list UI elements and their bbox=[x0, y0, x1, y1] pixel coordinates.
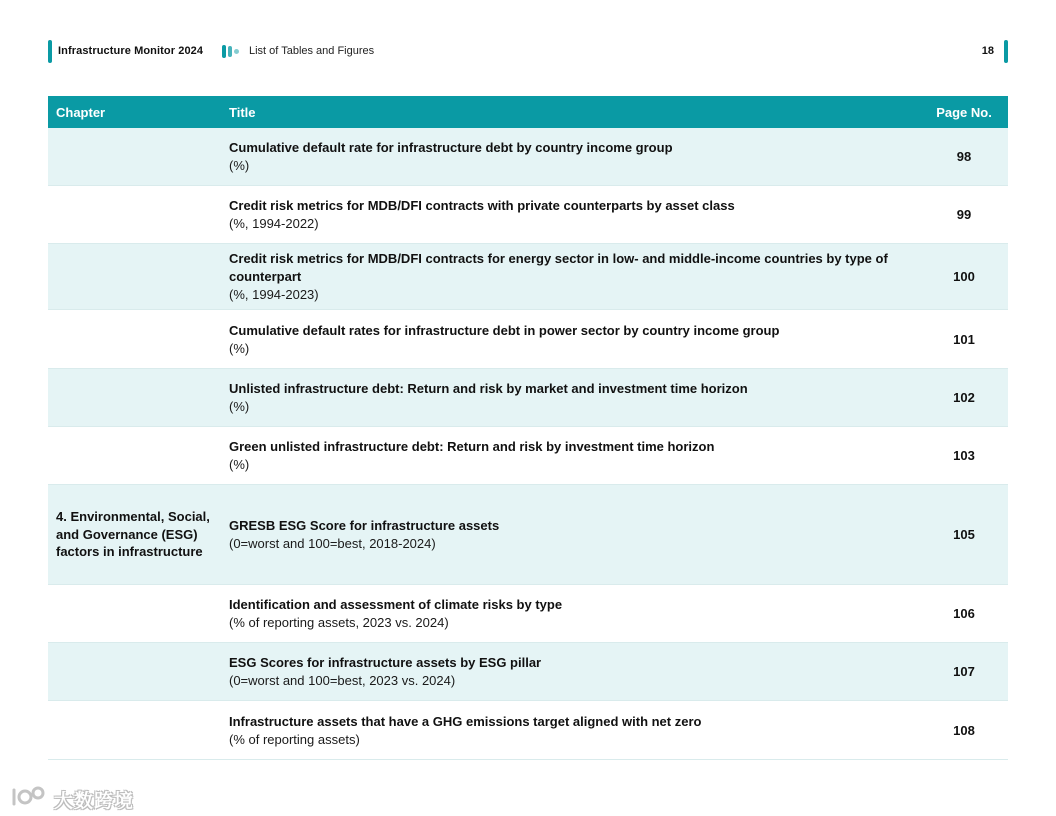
row-title: Cumulative default rate for infrastructure debt by country income group bbox=[229, 140, 673, 155]
section-title: List of Tables and Figures bbox=[249, 45, 375, 57]
watermark-logo-icon bbox=[10, 784, 50, 810]
row-title: Green unlisted infrastructure debt: Return and risk by investment time horizon bbox=[229, 439, 715, 454]
row-chapter bbox=[48, 310, 229, 368]
row-subtitle: (%) bbox=[229, 399, 250, 414]
column-header-title: Title bbox=[229, 104, 256, 120]
header-accent-bar-right bbox=[1004, 40, 1008, 63]
row-chapter: 4. Environmental, Social, and Governance (ESG) factors in infrastructure bbox=[56, 509, 210, 560]
row-title: GRESB ESG Score for infrastructure assets bbox=[229, 518, 500, 533]
watermark bbox=[10, 784, 140, 810]
row-title: ESG Scores for infrastructure assets by ESG pillar bbox=[229, 655, 542, 670]
row-title: Unlisted infrastructure debt: Return and risk by market and investment time horizon bbox=[229, 381, 748, 396]
row-title-cell bbox=[229, 128, 920, 185]
report-title: Infrastructure Monitor 2024 bbox=[58, 45, 204, 57]
table-row bbox=[48, 310, 1008, 369]
row-subtitle: (%) bbox=[229, 457, 250, 472]
row-subtitle: (%, 1994-2022) bbox=[229, 216, 319, 231]
table-row bbox=[48, 128, 1008, 186]
row-chapter bbox=[48, 369, 229, 426]
row-subtitle: (0=worst and 100=best, 2023 vs. 2024) bbox=[229, 673, 456, 688]
row-title: Credit risk metrics for MDB/DFI contracts for energy sector in low- and middle-income countries by type of counterpart bbox=[229, 251, 888, 284]
column-header-chapter: Chapter bbox=[56, 104, 106, 120]
row-page: 103 bbox=[953, 448, 975, 463]
row-chapter bbox=[48, 585, 229, 642]
row-chapter bbox=[48, 186, 229, 243]
watermark-text: 大数跨境 bbox=[54, 791, 135, 812]
row-subtitle: (% of reporting assets) bbox=[229, 731, 360, 747]
row-chapter bbox=[48, 701, 229, 759]
row-subtitle: (% of reporting assets, 2023 vs. 2024) bbox=[229, 615, 449, 630]
table-row bbox=[48, 427, 1008, 485]
row-title-cell bbox=[229, 701, 920, 759]
row-title-cell bbox=[229, 244, 920, 309]
row-title: Credit risk metrics for MDB/DFI contracts with private counterparts by asset class bbox=[229, 198, 735, 213]
table-header bbox=[48, 96, 1008, 128]
row-page: 98 bbox=[956, 149, 972, 164]
column-header-page: Page No. bbox=[936, 104, 992, 120]
row-title-cell bbox=[229, 585, 920, 642]
row-title: Identification and assessment of climate risks by type bbox=[229, 597, 563, 612]
row-subtitle: (%, 1994-2023) bbox=[229, 287, 319, 302]
row-page: 102 bbox=[953, 390, 975, 405]
row-title-cell bbox=[229, 310, 920, 368]
row-chapter bbox=[48, 643, 229, 700]
row-title-cell bbox=[229, 643, 920, 700]
table-row bbox=[48, 701, 1008, 760]
row-page: 108 bbox=[953, 722, 975, 738]
row-chapter bbox=[48, 128, 229, 185]
row-page: 107 bbox=[953, 664, 975, 679]
table-row bbox=[48, 485, 1008, 585]
page-header bbox=[48, 40, 1008, 64]
table-row bbox=[48, 585, 1008, 643]
row-page: 100 bbox=[953, 269, 975, 284]
row-subtitle: (%) bbox=[229, 158, 250, 173]
table-row bbox=[48, 369, 1008, 427]
row-title-cell bbox=[229, 427, 920, 484]
row-title-cell bbox=[229, 186, 920, 243]
row-page: 106 bbox=[953, 606, 975, 621]
row-title-cell bbox=[229, 485, 920, 584]
row-chapter bbox=[48, 244, 229, 309]
row-page: 101 bbox=[953, 331, 975, 347]
header-dots-icon bbox=[222, 45, 242, 58]
figures-table bbox=[48, 96, 1008, 760]
row-subtitle: (%) bbox=[229, 340, 250, 356]
row-title: Cumulative default rates for infrastructure debt in power sector by country income group bbox=[229, 322, 780, 338]
row-subtitle: (0=worst and 100=best, 2018-2024) bbox=[229, 536, 436, 551]
page-number: 18 bbox=[981, 45, 994, 57]
row-title-cell bbox=[229, 369, 920, 426]
header-accent-bar bbox=[48, 40, 52, 63]
row-chapter bbox=[48, 427, 229, 484]
row-title: Infrastructure assets that have a GHG emissions target aligned with net zero bbox=[229, 713, 702, 729]
table-row bbox=[48, 643, 1008, 701]
row-page: 99 bbox=[956, 207, 972, 222]
table-row bbox=[48, 244, 1008, 310]
table-row bbox=[48, 186, 1008, 244]
row-page: 105 bbox=[953, 527, 975, 542]
